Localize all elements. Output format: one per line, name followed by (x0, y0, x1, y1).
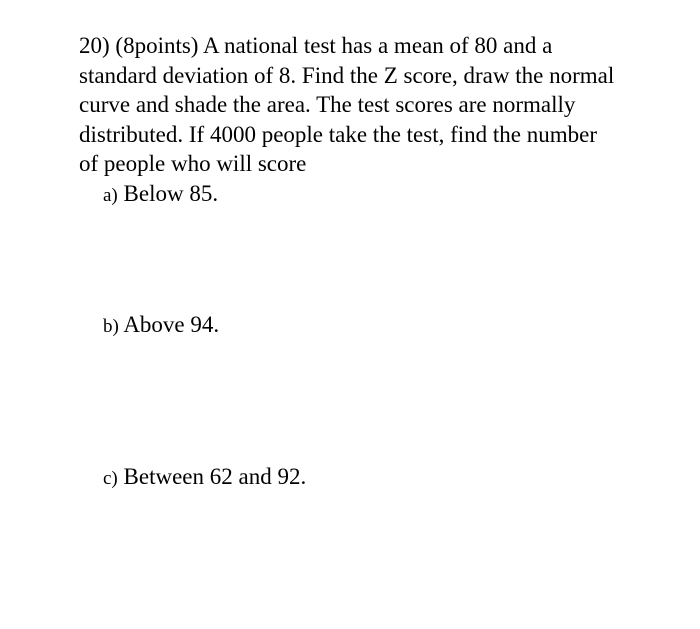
question-line: standard deviation of 8. Find the Z score, draw the normal (79, 62, 615, 88)
question-line: curve and shade the area. The test scores are normally (79, 92, 576, 118)
part-b-label: b) (103, 316, 119, 337)
question-line: 20) (8points) A national test has a mean of 80 and a (79, 33, 553, 58)
question-line: distributed. If 4000 people take the test, find the number (79, 121, 598, 147)
part-a-text: Below 85. (123, 181, 219, 206)
part-c (103, 462, 306, 493)
question-line: of people who will score (79, 151, 307, 177)
part-c-label: c) (103, 468, 118, 489)
part-b (103, 310, 219, 341)
part-a (103, 179, 218, 210)
question-text (79, 31, 679, 179)
part-a-label: a) (103, 185, 118, 206)
part-b-text: Above 94. (123, 312, 220, 337)
part-c-text: Between 62 and 92. (123, 464, 307, 489)
